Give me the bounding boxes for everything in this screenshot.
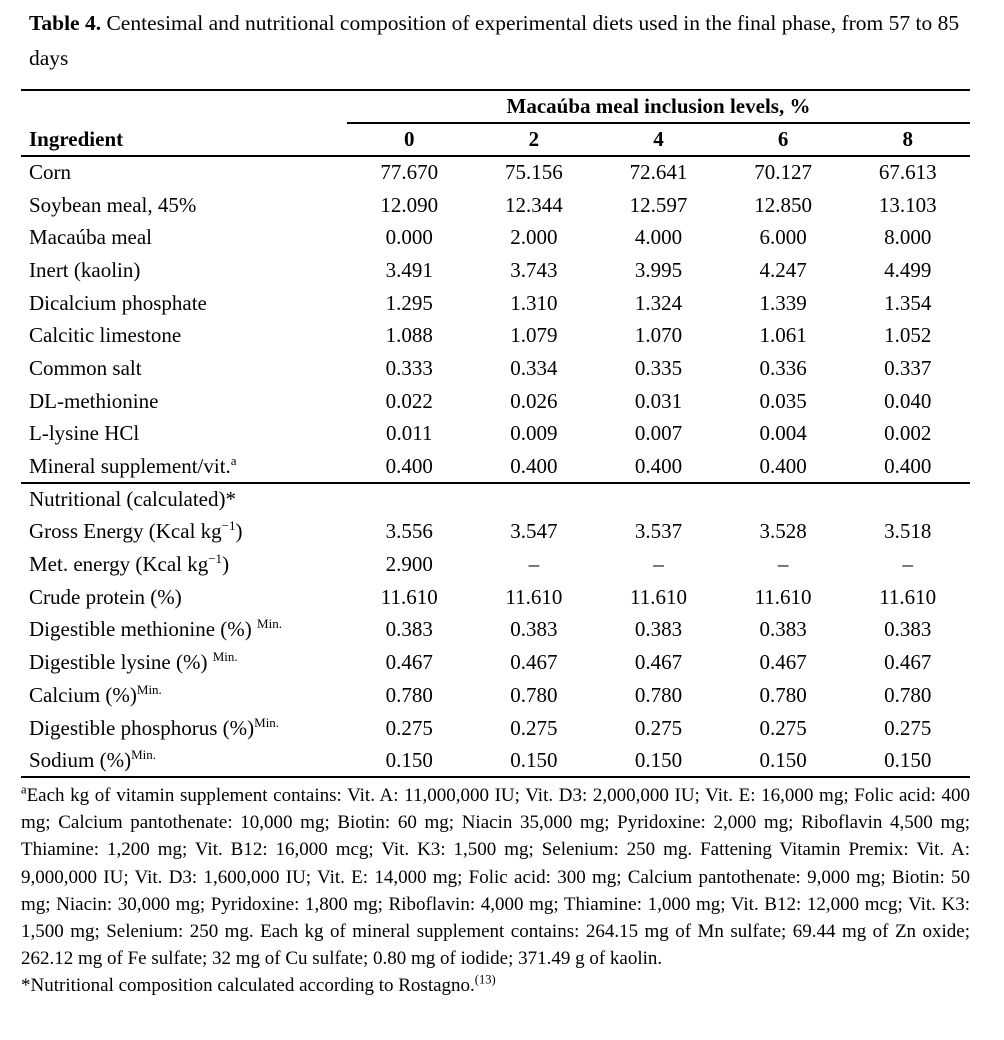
value-cell: 0.007 (634, 421, 683, 446)
nutrition-section-header-body (21, 483, 970, 516)
value-cell: – (777, 552, 789, 577)
span-header: Macaúba meal inclusion levels, % (347, 90, 970, 123)
span-header-row (21, 90, 970, 123)
value-cell: 0.400 (385, 453, 433, 478)
row-label: Dicalcium phosphate (29, 290, 207, 315)
footnote-star-text: *Nutritional composition calculated according to Rostagno. (21, 975, 475, 997)
value-cell: – (902, 552, 913, 577)
value-cell: 0.150 (634, 747, 683, 772)
value-cell: 0.467 (759, 650, 807, 675)
value-cell: 13.103 (878, 192, 937, 217)
value-cell: 0.383 (759, 617, 807, 642)
level-header-6: 6 (721, 123, 846, 156)
ingredient-column-header: Ingredient (21, 123, 347, 156)
value-cell: 0.467 (884, 650, 932, 675)
table-row (21, 156, 970, 189)
value-cell: 70.127 (754, 160, 812, 185)
row-label: Macaúba meal (29, 225, 153, 250)
table-row (21, 189, 970, 222)
table-row (21, 646, 970, 679)
value-cell: 0.150 (385, 747, 433, 772)
value-cell: 0.035 (759, 388, 807, 413)
value-cell: 11.610 (505, 584, 563, 609)
value-cell: 12.850 (754, 192, 812, 217)
value-cell: 0.383 (385, 617, 433, 642)
value-cell: – (528, 552, 540, 577)
value-cell: 12.090 (380, 192, 439, 217)
row-label: L-lysine HCl (29, 421, 140, 446)
value-cell: 3.547 (510, 519, 558, 544)
value-cell: 0.275 (634, 715, 683, 740)
table-row (21, 385, 970, 418)
value-cell: 0.022 (385, 388, 433, 413)
value-cell: 0.275 (884, 715, 932, 740)
value-cell: 1.310 (510, 290, 558, 315)
value-cell: 0.009 (510, 421, 558, 446)
value-cell: 75.156 (505, 160, 563, 185)
value-cell: 0.780 (884, 682, 932, 707)
row-label: Common salt (29, 355, 142, 380)
value-cell: 1.088 (385, 323, 433, 348)
value-cell: 1.295 (385, 290, 433, 315)
row-label: Soybean meal, 45% (29, 192, 197, 217)
row-label: Mineral supplement/vit.$^a$ (29, 452, 237, 478)
section-header-label: Nutritional (calculated)* (21, 483, 970, 516)
value-cell: 0.040 (884, 388, 932, 413)
value-cell: 0.337 (884, 355, 932, 380)
value-cell: 11.610 (879, 584, 937, 609)
value-cell: 3.537 (634, 519, 683, 544)
value-cell: 0.150 (510, 747, 558, 772)
value-cell: 0.011 (386, 421, 433, 446)
footnote-a-marker: a (21, 782, 27, 797)
value-cell: 0.383 (884, 617, 932, 642)
value-cell: 1.324 (634, 290, 683, 315)
table-caption-text: Centesimal and nutritional composition of experimental diets used in the final phase, from 57 to 85 days (29, 11, 960, 70)
value-cell: 0.026 (510, 388, 558, 413)
value-cell: 3.995 (634, 257, 683, 282)
value-cell: 0.383 (510, 617, 558, 642)
value-cell: 12.597 (629, 192, 688, 217)
table-row (21, 679, 970, 712)
value-cell: 4.499 (884, 257, 932, 282)
value-cell: 0.467 (510, 650, 558, 675)
value-cell: 0.400 (634, 453, 683, 478)
table-row (21, 450, 970, 483)
level-header-4: 4 (596, 123, 721, 156)
level-header-0: 0 (347, 123, 472, 156)
value-cell: 0.275 (759, 715, 807, 740)
ingredient-section-body (21, 156, 970, 483)
table-row (21, 516, 970, 549)
value-cell: 0.002 (884, 421, 932, 446)
table-row (21, 614, 970, 647)
value-cell: 0.275 (385, 715, 433, 740)
table-caption-number: Table 4. (29, 11, 102, 35)
table-row (21, 352, 970, 385)
value-cell: 11.610 (629, 584, 687, 609)
table-row (21, 548, 970, 581)
row-label: Digestible lysine (%) $^{Min.}$ (29, 649, 238, 675)
row-label: Sodium (%)$^{Min.}$ (29, 746, 156, 772)
value-cell: 4.247 (759, 257, 807, 282)
table-row (21, 319, 970, 352)
value-cell: 12.344 (505, 192, 563, 217)
value-cell: 1.339 (759, 290, 807, 315)
row-label: Corn (29, 160, 71, 185)
section-header-row (21, 483, 970, 516)
value-cell: 3.528 (759, 519, 807, 544)
value-cell: 1.052 (884, 323, 932, 348)
row-label: Calcitic limestone (29, 323, 182, 348)
row-label: Digestible methionine (%) $^{Min.}$ (29, 616, 282, 642)
nutrition-section-body (21, 516, 970, 778)
value-cell: 0.336 (759, 355, 807, 380)
column-header-row (21, 123, 970, 156)
value-cell: 2.000 (510, 225, 558, 250)
value-cell: 0.004 (759, 421, 807, 446)
value-cell: 0.780 (510, 682, 558, 707)
footnote-star (21, 972, 970, 999)
value-cell: 67.613 (878, 160, 937, 185)
value-cell: 0.467 (634, 650, 683, 675)
value-cell: 0.275 (510, 715, 558, 740)
span-header-spacer (21, 90, 347, 123)
level-header-8: 8 (845, 123, 970, 156)
row-label: Calcium (%)$^{Min.}$ (29, 681, 162, 707)
value-cell: 0.000 (385, 225, 433, 250)
row-label: Inert (kaolin) (29, 257, 141, 282)
value-cell: 3.556 (385, 519, 433, 544)
row-label: Gross Energy (Kcal $kg^{-1}$) (29, 518, 243, 544)
table-row (21, 744, 970, 777)
row-label: Digestible phosphorus (%)$^{Min.}$ (29, 714, 280, 740)
value-cell: 1.061 (759, 323, 807, 348)
value-cell: 72.641 (629, 160, 688, 185)
row-label: Met. energy (Kcal $kg^{-1}$) (29, 551, 230, 577)
value-cell: 77.670 (380, 160, 439, 185)
value-cell: 4.000 (634, 225, 683, 250)
value-cell: 1.079 (510, 323, 558, 348)
value-cell: 0.150 (884, 747, 932, 772)
value-cell: 0.400 (510, 453, 558, 478)
table-row (21, 712, 970, 745)
value-cell: 1.070 (634, 323, 683, 348)
value-cell: 1.354 (884, 290, 932, 315)
value-cell: – (653, 552, 664, 577)
level-header-2: 2 (472, 123, 597, 156)
value-cell: 0.031 (634, 388, 683, 413)
value-cell: 0.334 (510, 355, 558, 380)
value-cell: 8.000 (884, 225, 932, 250)
footnote-a-text: Each kg of vitamin supplement contains: Vit. A: 11,000,000 IU; Vit. D3: 2,000,000 IU; Vit. E: 16,000 mg; Folic acid: 400 mg; Calcium pantothenate: 10,000 mg; Biotin: 60 mg; Niacin 35,000 mg; Pyridoxine: 2,000 mg; Riboflavin 4,500 mg; Thiamine: 1,200 mg; Vit. B12: 16,000 mcg; Vit. K3: 1,500 mg; Selenium: 250 mg. Fattening Vitamin Premix: Vit. A: 9,000,000 IU; Vit. D3: 1,600,000 IU; Vit. E: 14,000 mg; Folic acid: 300 mg; Calcium pantothenate: 9,000 mg; Biotin: 50 mg; Niacin: 30,000 mg; Pyridoxine: 1,800 mg; Riboflavin: 4,000 mg; Thiamine: 1,000 mg; Vit. B12: 12,000 mcg; Vit. K3: 1,500 mg; Selenium: 250 mg. Each kg of mineral supplement contains: 264.15 mg of Mn sulfate; 69.44 mg of Zn oxide; 262.12 mg of Fe sulfate; 32 mg of Cu sulfate; 0.80 mg of iodide; 371.49 g of kaolin. (21, 785, 970, 970)
row-label: DL-methionine (29, 388, 159, 413)
value-cell: 3.518 (884, 519, 932, 544)
value-cell: 0.400 (884, 453, 932, 478)
value-cell: 0.780 (759, 682, 807, 707)
table-caption (21, 6, 970, 76)
value-cell: 0.333 (385, 355, 433, 380)
table-row (21, 221, 970, 254)
value-cell: 2.900 (385, 552, 433, 577)
value-cell: 0.383 (634, 617, 683, 642)
value-cell: 0.467 (385, 650, 433, 675)
footnote-star-ref: (13) (474, 973, 496, 988)
row-label: Crude protein (%) (29, 584, 182, 609)
value-cell: 3.743 (510, 257, 558, 282)
value-cell: 0.150 (759, 747, 807, 772)
table-row (21, 581, 970, 614)
value-cell: 0.780 (385, 682, 433, 707)
value-cell: 0.780 (634, 682, 683, 707)
table-row (21, 254, 970, 287)
value-cell: 3.491 (385, 257, 433, 282)
table-row (21, 418, 970, 451)
table-row (21, 287, 970, 320)
footnote-a (21, 782, 970, 972)
diet-composition-table (21, 89, 970, 778)
value-cell: 0.400 (759, 453, 807, 478)
value-cell: 11.610 (754, 584, 812, 609)
value-cell: 11.610 (380, 584, 438, 609)
value-cell: 0.335 (634, 355, 683, 380)
value-cell: 6.000 (759, 225, 807, 250)
